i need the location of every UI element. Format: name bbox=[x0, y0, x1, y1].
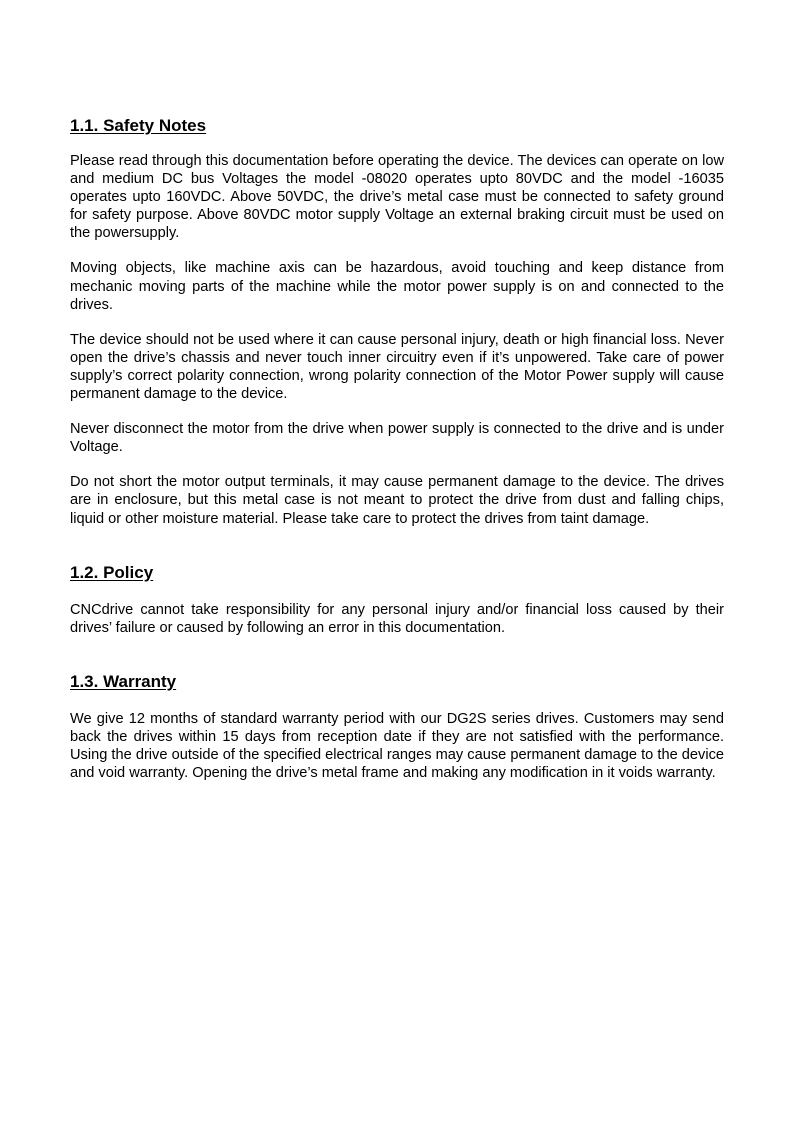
safety-paragraph: The device should not be used where it can cause personal injury, death or high financial loss. Never open the drive’s chassis and never touch inner circuitry even if it’s unpowered. Take care of power supply’s correct polarity connection, wrong polarity connection of the Motor Power supply will cause permanent damage to the device. bbox=[70, 331, 724, 403]
warranty-heading: 1.3. Warranty bbox=[70, 671, 177, 691]
safety-paragraph: Never disconnect the motor from the drive when power supply is connected to the drive and is under Voltage. bbox=[70, 421, 724, 456]
policy-paragraph: CNCdrive cannot take responsibility for any personal injury and/or financial loss caused by their drives’ failure or caused by following an error in this documentation. bbox=[70, 601, 724, 636]
safety-paragraph: Moving objects, like machine axis can be hazardous, avoid touching and keep distance from mechanic moving parts of the machine while the motor power supply is on and connected to the drives. bbox=[70, 260, 724, 313]
policy-heading: 1.2. Policy bbox=[70, 562, 154, 582]
safety-paragraph: Do not short the motor output terminals, it may cause permanent damage to the device. The drives are in enclosure, but this metal case is not meant to protect the drive from dust and falling chips, liquid or other moisture material. Please take care to protect the drives from taint damage. bbox=[70, 474, 724, 527]
safety-notes-heading: 1.1. Safety Notes bbox=[70, 116, 207, 135]
policy-section bbox=[70, 562, 724, 637]
safety-paragraph: Please read through this documentation before operating the device. The devices can operate on low and medium DC bus Voltages the model -08020 operates upto 80VDC and the model -16035 operates upto 160VDC. Above 50VDC, the drive’s metal case must be connected to safety ground for safety purpose. Above 80VDC motor supply Voltage an external braking circuit must be used on the powersupply. bbox=[70, 153, 724, 242]
safety-notes-section bbox=[70, 115, 724, 528]
document-page bbox=[70, 115, 724, 782]
warranty-section bbox=[70, 671, 724, 782]
warranty-paragraph: We give 12 months of standard warranty period with our DG2S series drives. Customers may send back the drives within 15 days from reception date if they are not satisfied with the performance. Using the drive outside of the specified electrical ranges may cause permanent damage to the device and void warranty. Opening the drive’s metal frame and making any modification in it voids warranty. bbox=[70, 710, 724, 782]
